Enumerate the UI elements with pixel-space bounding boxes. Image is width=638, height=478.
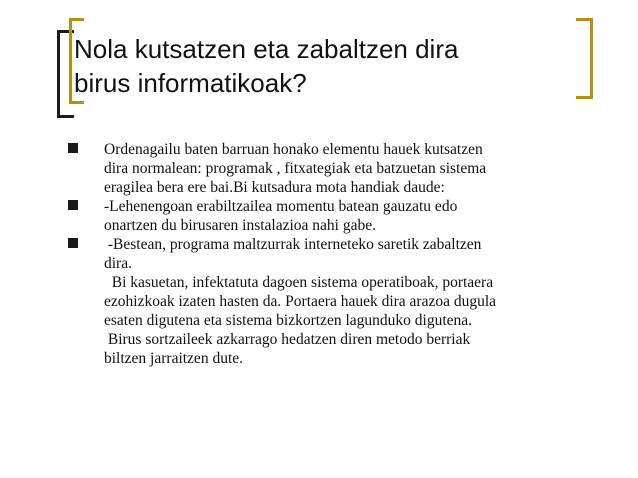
- paragraph-line: esaten digutena eta sistema bizkortzen lagunduko digutena.: [104, 312, 473, 329]
- bullet-line: Ordenagailu baten barruan honako elementu hauek kutsatzen: [104, 141, 483, 158]
- bullet-line: onartzen du birusaren instalazioa nahi gabe.: [104, 217, 376, 234]
- bullet-item: [62, 140, 602, 197]
- bullet-line: dira.: [104, 255, 132, 272]
- paragraph-line: Bi kasuetan, infektatuta dagoen sistema operatiboak, portaera: [104, 274, 494, 291]
- square-bullet-icon: [68, 238, 78, 248]
- bullet-line: -Lehenengoan erabiltzailea momentu batean gauzatu edo: [104, 198, 458, 215]
- paragraph-line: ezohizkoak izaten hasten da. Portaera hauek dira arazoa dugula: [104, 293, 497, 310]
- bullet-line: -Bestean, programa maltzurrak interneteko saretik zabaltzen: [104, 236, 482, 253]
- slide-content: [62, 140, 602, 368]
- right-gold-bracket: [576, 18, 593, 99]
- title-line: Nola kutsatzen eta zabaltzen dira: [74, 34, 459, 64]
- bullet-item: [62, 235, 602, 273]
- body-paragraph: [62, 273, 602, 368]
- square-bullet-icon: [68, 143, 78, 153]
- square-bullet-icon: [68, 200, 78, 210]
- title-line: birus informatikoak?: [74, 68, 307, 98]
- slide-title: [74, 32, 574, 100]
- paragraph-line: biltzen jarraitzen dute.: [104, 350, 244, 367]
- bullet-line: dira normalean: programak , fitxategiak eta batzuetan sistema: [104, 160, 487, 177]
- bullet-item: [62, 197, 602, 235]
- paragraph-line: Birus sortzaileek azkarrago hedatzen diren metodo berriak: [104, 331, 471, 348]
- bullet-line: eragilea bera ere bai.Bi kutsadura mota handiak daude:: [104, 179, 445, 196]
